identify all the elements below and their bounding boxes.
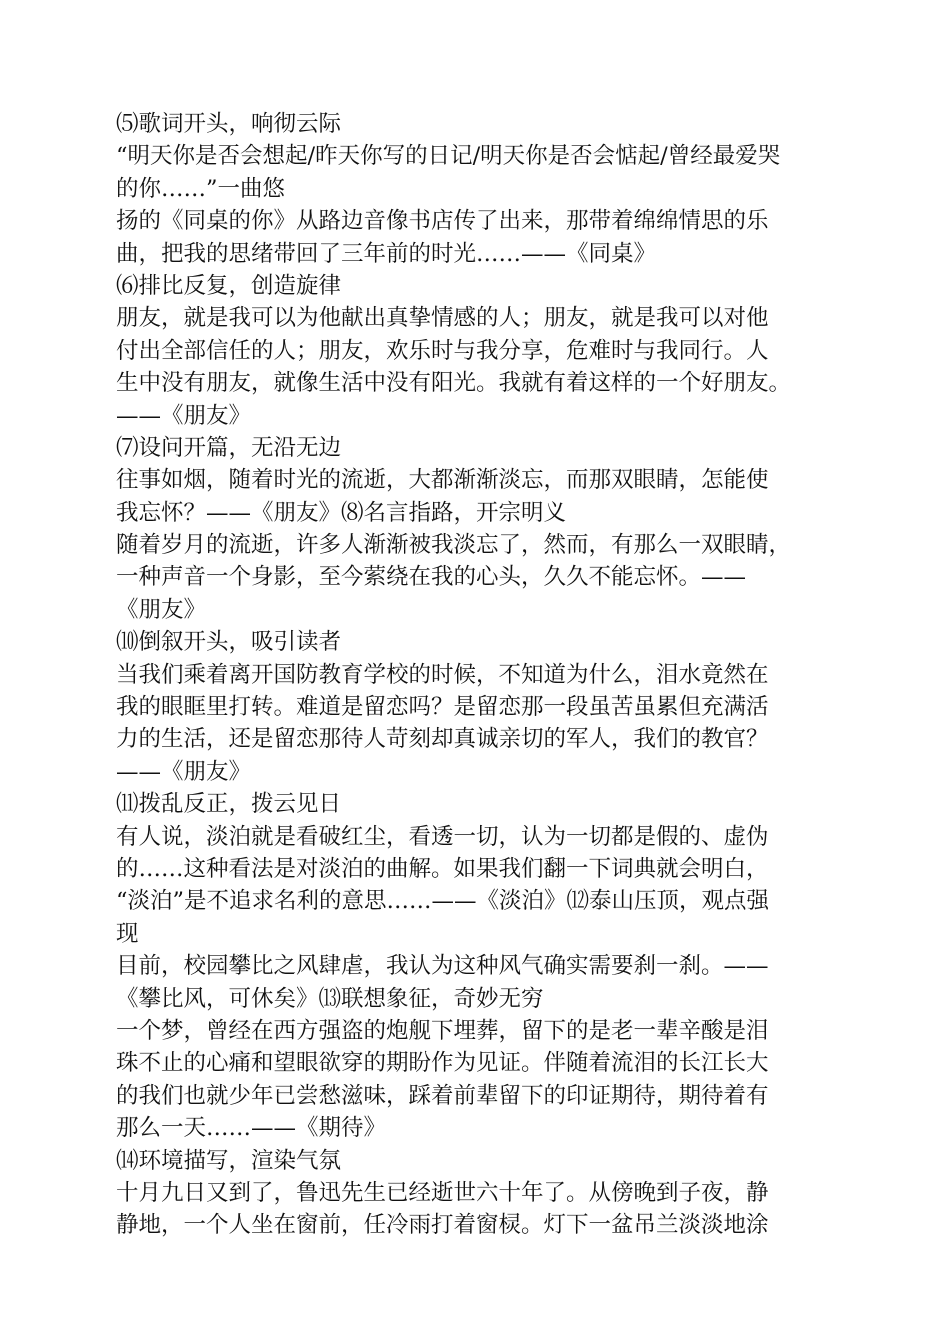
text-line-28: 《攀比风，可休矣》⒀联想象征，奇妙无穷 bbox=[116, 985, 544, 1012]
text-line-13: 我忘怀？——《朋友》⑻名言指路，开宗明义 bbox=[116, 499, 567, 526]
text-line-24: 的……这种看法是对淡泊的曲解。如果我们翻一下词典就会明白， bbox=[116, 855, 769, 882]
text-line-34: 十月九日又到了，鲁迅先生已经逝世六十年了。从傍晚到子夜，静 bbox=[116, 1179, 769, 1206]
text-line-30: 珠不止的心痛和望眼欲穿的期盼作为见证。伴随着流泪的长江长大 bbox=[116, 1050, 769, 1077]
text-line-26: 现 bbox=[116, 920, 139, 947]
text-line-9: 生中没有朋友，就像生活中没有阳光。我就有着这样的一个好朋友。 bbox=[116, 370, 792, 397]
text-line-6: ⑹排比反复，创造旋律 bbox=[116, 272, 342, 299]
text-line-31: 的我们也就少年已尝愁滋味，踩着前辈留下的印证期待，期待着有 bbox=[116, 1082, 769, 1109]
text-line-3: 的你……”一曲悠 bbox=[116, 175, 286, 202]
text-line-1: ⑸歌词开头，响彻云际 bbox=[116, 111, 342, 137]
text-line-5: 曲，把我的思绪带回了三年前的时光……——《同桌》 bbox=[116, 240, 657, 267]
text-line-17: ⑽倒叙开头，吸引读者 bbox=[116, 629, 342, 656]
text-line-2: “明天你是否会想起/昨天你写的日记/明天你是否会惦起/曾经最爱哭 bbox=[116, 143, 781, 170]
text-line-27: 目前，校园攀比之风肆虐，我认为这种风气确实需要刹一刹。—— bbox=[116, 953, 769, 980]
text-line-7: 朋友，就是我可以为他献出真挚情感的人；朋友，就是我可以对他 bbox=[116, 305, 769, 332]
text-line-20: 力的生活，还是留恋那待人苛刻却真诚亲切的军人，我们的教官？ bbox=[116, 726, 769, 753]
text-line-4: 扬的《同桌的你》从路边音像书店传了出来，那带着绵绵情思的乐 bbox=[116, 208, 769, 235]
text-line-33: ⒁环境描写，渲染气氛 bbox=[116, 1147, 342, 1174]
text-line-10: ——《朋友》 bbox=[116, 402, 252, 429]
text-line-25: “淡泊”是不追求名利的意思……——《淡泊》⑿泰山压顶，观点强 bbox=[116, 888, 770, 915]
text-line-18: 当我们乘着离开国防教育学校的时候，不知道为什么，泪水竟然在 bbox=[116, 661, 769, 688]
text-line-12: 往事如烟，随着时光的流逝，大都渐渐淡忘，而那双眼睛，怎能使 bbox=[116, 467, 769, 494]
text-line-35: 静地，一个人坐在窗前，任冷雨打着窗棂。灯下一盆吊兰淡淡地涂 bbox=[116, 1212, 769, 1239]
text-line-29: 一个梦，曾经在西方强盗的炮舰下埋葬，留下的是老一辈辛酸是泪 bbox=[116, 1017, 769, 1044]
text-line-8: 付出全部信任的人；朋友，欢乐时与我分享，危难时与我同行。人 bbox=[116, 337, 769, 364]
text-line-22: ⑾拨乱反正，拨云见日 bbox=[116, 791, 342, 818]
text-line-32: 那么一天……——《期待》 bbox=[116, 1115, 387, 1142]
text-line-23: 有人说，淡泊就是看破红尘，看透一切，认为一切都是假的、虚伪 bbox=[116, 823, 769, 850]
text-line-14: 随着岁月的流逝，许多人渐渐被我淡忘了，然而，有那么一双眼睛， bbox=[116, 532, 792, 559]
text-line-11: ⑺设问开篇，无沿无边 bbox=[116, 434, 342, 461]
text-line-21: ——《朋友》 bbox=[116, 758, 252, 785]
document-body bbox=[116, 108, 856, 1242]
text-line-19: 我的眼眶里打转。难道是留恋吗？是留恋那一段虽苦虽累但充满活 bbox=[116, 694, 769, 721]
text-line-15: 一种声音一个身影，至今萦绕在我的心头，久久不能忘怀。—— bbox=[116, 564, 747, 591]
text-line-16: 《朋友》 bbox=[116, 596, 207, 623]
